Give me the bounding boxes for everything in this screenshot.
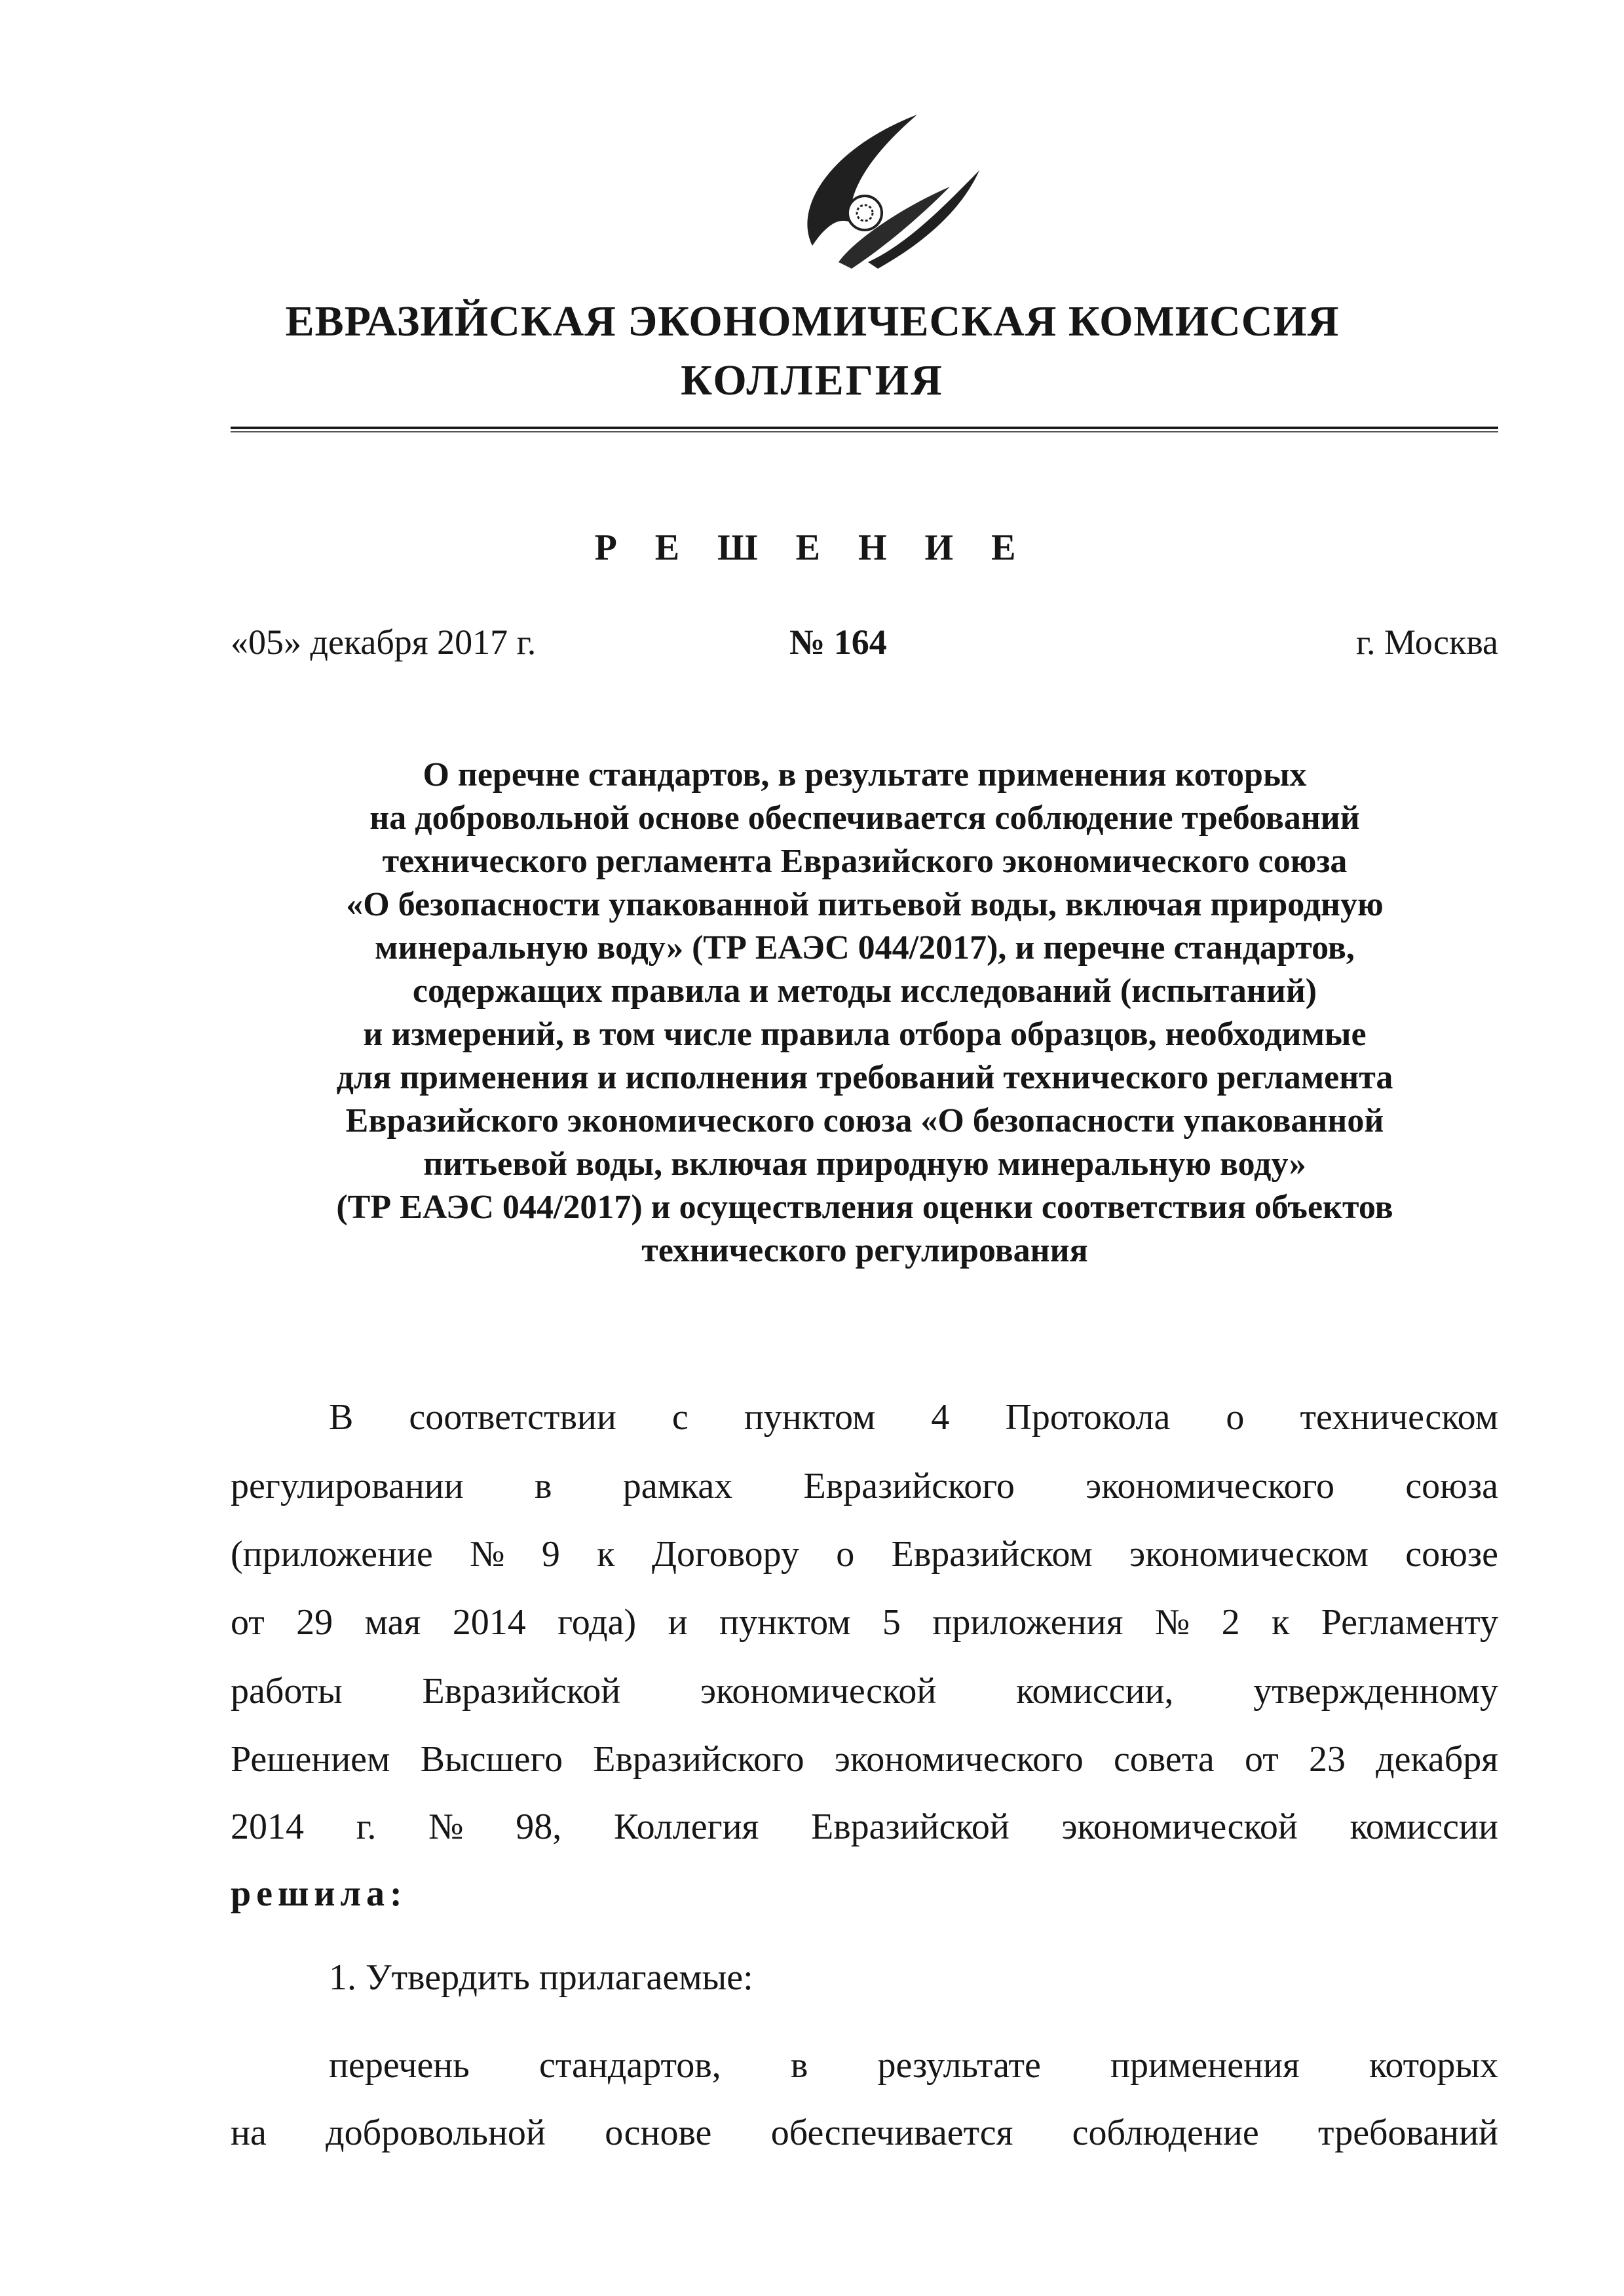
title-line: Евразийского экономического союза «О безопасности упакованной	[345, 1102, 1384, 1139]
word: экономического	[834, 1739, 1084, 1780]
organization-name: ЕВРАЗИЙСКАЯ ЭКОНОМИЧЕСКАЯ КОМИССИЯ	[285, 297, 1340, 345]
word: Высшего	[420, 1739, 563, 1780]
word: обеспечивается	[770, 2113, 1013, 2153]
title-line: технического регулирования	[641, 1232, 1088, 1269]
document-date: «05» декабря 2017 г.	[231, 622, 537, 662]
title-line: О перечне стандартов, в результате применения которых	[423, 756, 1307, 794]
word: о	[836, 1534, 855, 1575]
word: (приложение	[231, 1534, 433, 1575]
word: и	[668, 1602, 688, 1643]
word: Регламенту	[1321, 1602, 1498, 1643]
word: союзе	[1405, 1534, 1498, 1575]
word: 23	[1308, 1739, 1346, 1780]
word: В	[329, 1397, 354, 1438]
word: в	[790, 2045, 808, 2086]
word: основе	[605, 2113, 712, 2153]
decided-label: решила:	[231, 1873, 407, 1914]
word: от	[231, 1602, 265, 1643]
word: Евразийского	[593, 1739, 804, 1780]
preamble-line	[231, 1808, 1498, 1845]
item-1: 1. Утвердить прилагаемые:	[329, 1957, 753, 1998]
word: Коллегия	[614, 1807, 759, 1847]
title-line: содержащих правила и методы исследований (испытаний)	[412, 972, 1317, 1010]
word: которых	[1369, 2045, 1498, 2086]
word: приложения	[932, 1602, 1124, 1643]
organization-unit: КОЛЛЕГИЯ	[681, 356, 944, 404]
title-line: и измерений, в том числе правила отбора образцов, необходимые	[363, 1016, 1367, 1053]
word: №	[470, 1534, 505, 1575]
word: союза	[1405, 1466, 1498, 1506]
word: 4	[931, 1397, 950, 1438]
document-type: Р Е Ш Е Н И Е	[594, 527, 1030, 568]
word: мая	[364, 1602, 421, 1643]
word: экономической	[700, 1671, 937, 1712]
preamble-line	[231, 1468, 1498, 1504]
word: добровольной	[326, 2113, 546, 2153]
word: требований	[1318, 2113, 1498, 2153]
document-number: № 164	[789, 622, 887, 662]
word: результате	[877, 2045, 1041, 2086]
word: Евразийском	[891, 1534, 1093, 1575]
title-line: питьевой воды, включая природную минеральную воду»	[423, 1145, 1306, 1183]
word: экономической	[1061, 1807, 1298, 1847]
word: от	[1245, 1739, 1279, 1780]
preamble-line	[231, 1399, 1498, 1436]
word: декабря	[1376, 1739, 1498, 1780]
word: экономического	[1086, 1466, 1335, 1506]
word: 2014	[452, 1602, 526, 1643]
word: 29	[296, 1602, 333, 1643]
word: стандартов,	[539, 2045, 721, 2086]
word: 5	[882, 1602, 901, 1643]
word: экономическом	[1129, 1534, 1369, 1575]
word: техническом	[1300, 1397, 1498, 1438]
word: перечень	[329, 2045, 470, 2086]
word: Евразийского	[803, 1466, 1015, 1506]
header-divider	[231, 427, 1498, 429]
title-line: (ТР ЕАЭС 044/2017) и осуществления оценки соответствия объектов	[336, 1189, 1393, 1226]
word: рамках	[622, 1466, 733, 1506]
word: Договору	[651, 1534, 799, 1575]
word: пунктом	[719, 1602, 851, 1643]
word: применения	[1110, 2045, 1300, 2086]
word: года)	[557, 1602, 637, 1643]
word: регулировании	[231, 1466, 464, 1506]
word: комиссии,	[1016, 1671, 1174, 1712]
list-line	[231, 2047, 1498, 2084]
preamble-line	[231, 1536, 1498, 1573]
word: пунктом	[744, 1397, 876, 1438]
document-title	[216, 754, 1513, 1272]
word: Евразийской	[811, 1807, 1010, 1847]
eec-emblem-icon	[753, 108, 989, 272]
word: Протокола	[1005, 1397, 1171, 1438]
word: 2	[1221, 1602, 1240, 1643]
header-divider-thin	[231, 431, 1498, 432]
word: соблюдение	[1072, 2113, 1259, 2153]
word: соответствии	[409, 1397, 616, 1438]
title-line: на добровольной основе обеспечивается соблюдение требований	[369, 799, 1360, 837]
word: в	[535, 1466, 552, 1506]
preamble-line	[231, 1741, 1498, 1778]
word: утвержденному	[1253, 1671, 1498, 1712]
title-line: для применения и исполнения требований технического регламента	[336, 1059, 1393, 1096]
word: совета	[1113, 1739, 1215, 1780]
title-line: «О безопасности упакованной питьевой воды, включая природную	[346, 886, 1384, 923]
word: Решением	[231, 1739, 390, 1780]
word: о	[1226, 1397, 1245, 1438]
word: комиссии	[1350, 1807, 1498, 1847]
word: №	[1154, 1602, 1190, 1643]
word: 98,	[516, 1807, 562, 1847]
word: Евразийской	[422, 1671, 621, 1712]
word: 2014	[231, 1807, 304, 1847]
word: с	[671, 1397, 689, 1438]
preamble-line	[231, 1604, 1498, 1641]
word: к	[1272, 1602, 1290, 1643]
word: к	[597, 1534, 615, 1575]
list-line	[231, 2114, 1498, 2151]
title-line: минеральную воду» (ТР ЕАЭС 044/2017), и перечне стандартов,	[375, 929, 1355, 966]
word: на	[231, 2113, 267, 2153]
word: г.	[356, 1807, 377, 1847]
word: 9	[541, 1534, 560, 1575]
preamble-line	[231, 1673, 1498, 1710]
word: работы	[231, 1671, 343, 1712]
document-place: г. Москва	[1355, 622, 1498, 662]
title-line: технического регламента Евразийского экономического союза	[382, 843, 1348, 880]
word: №	[428, 1807, 464, 1847]
